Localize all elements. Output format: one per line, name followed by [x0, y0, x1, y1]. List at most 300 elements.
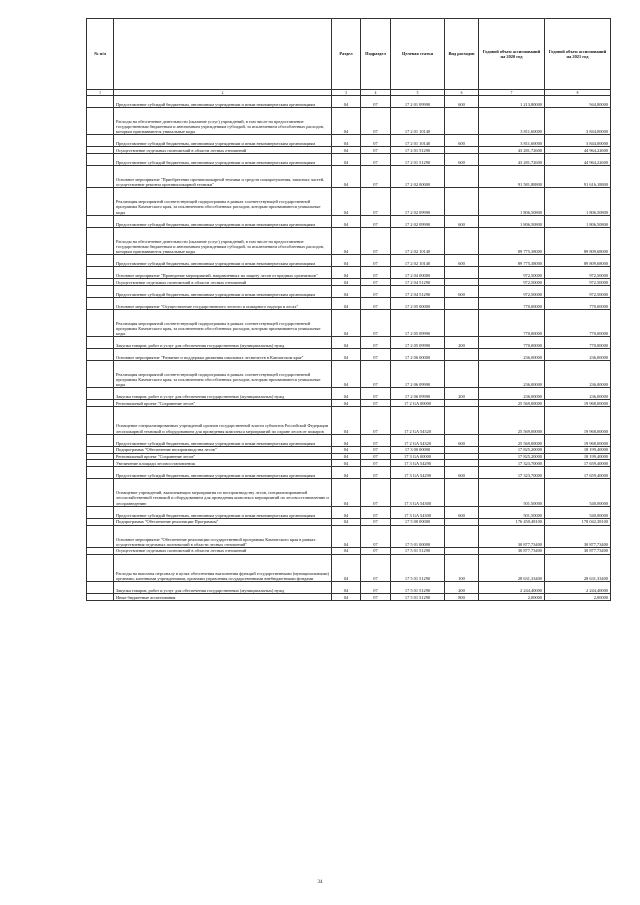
- row-name-cell: Предоставление субсидий бюджетным, автономным учреждениям и иным некоммерческим организациям: [114, 434, 332, 446]
- row-number-cell: [87, 547, 114, 554]
- row-name-cell: Расходы на выплаты персоналу в целях обеспечения выполнения функций государственными (муниципальными) органами, казенными учреждениями, органами управления государственными внебюджетными фондами: [114, 554, 332, 581]
- row-target-article-cell: 17 3 GA 00000: [391, 453, 445, 460]
- row-2021-cell: 3 844,00000: [545, 135, 611, 147]
- row-target-article-cell: 17 5 01 51290: [391, 581, 445, 593]
- row-expense-type-cell: 600: [445, 254, 479, 266]
- header-expense-type: Вид расходов: [445, 19, 479, 90]
- row-name-cell: Осуществление отдельных полномочий в области лесных отношений: [114, 547, 332, 554]
- row-razdel-cell: 04: [332, 297, 361, 309]
- row-number-cell: [87, 188, 114, 215]
- row-2020-cell: 501,50000: [479, 479, 545, 506]
- table-row: [87, 349, 611, 361]
- row-2020-cell: 89 775,38000: [479, 227, 545, 254]
- row-target-article-cell: 17 5 01 00000: [391, 525, 445, 547]
- row-podrazdel-cell: 07: [361, 154, 391, 166]
- row-expense-type-cell: 600: [445, 467, 479, 479]
- row-name-cell: Реализация мероприятий соответствующей подпрограммы в рамках соответствующей государственной программы Камчатского края, за исключением обособленных расходов, которым присваиваются уникальные коды: [114, 361, 332, 388]
- row-name-cell: Закупка товаров, работ и услуг для обеспечения государственных (муниципальных) нужд: [114, 388, 332, 400]
- row-podrazdel-cell: 07: [361, 446, 391, 453]
- row-expense-type-cell: [445, 349, 479, 361]
- row-number-cell: [87, 266, 114, 278]
- row-razdel-cell: 04: [332, 215, 361, 227]
- table-row: [87, 147, 611, 154]
- row-2021-cell: 972,50000: [545, 278, 611, 285]
- row-razdel-cell: 04: [332, 135, 361, 147]
- column-number: 4: [361, 90, 391, 96]
- row-expense-type-cell: [445, 266, 479, 278]
- row-razdel-cell: 04: [332, 388, 361, 400]
- row-razdel-cell: 04: [332, 188, 361, 215]
- row-2020-cell: 17 323,70000: [479, 460, 545, 467]
- row-podrazdel-cell: 07: [361, 108, 391, 135]
- row-number-cell: [87, 460, 114, 467]
- row-expense-type-cell: [445, 547, 479, 554]
- row-target-article-cell: 17 2 02 10140: [391, 254, 445, 266]
- column-number: 6: [445, 90, 479, 96]
- row-target-article-cell: 17 2 02 00000: [391, 166, 445, 188]
- row-2021-cell: 91 616,18800: [545, 166, 611, 188]
- table-row: [87, 400, 611, 407]
- header-razdel: Раздел: [332, 19, 361, 90]
- table-row: [87, 581, 611, 593]
- row-name-cell: Основное мероприятие "Проведение мероприятий, направленных на защиту лесов от вредных организмов": [114, 266, 332, 278]
- table-row: [87, 227, 611, 254]
- row-2021-cell: 1 806,50800: [545, 215, 611, 227]
- row-target-article-cell: 17 2 GA 00000: [391, 400, 445, 407]
- row-number-cell: [87, 166, 114, 188]
- row-2021-cell: 1 806,50800: [545, 188, 611, 215]
- header-2021: Годовой объем ассигнований на 2021 год: [545, 19, 611, 90]
- row-podrazdel-cell: 07: [361, 254, 391, 266]
- row-razdel-cell: 04: [332, 254, 361, 266]
- row-expense-type-cell: [445, 297, 479, 309]
- row-podrazdel-cell: 07: [361, 581, 391, 593]
- row-podrazdel-cell: 07: [361, 349, 391, 361]
- row-2021-cell: 540,00000: [545, 506, 611, 518]
- row-podrazdel-cell: 07: [361, 266, 391, 278]
- row-target-article-cell: 17 3 00 00000: [391, 446, 445, 453]
- row-podrazdel-cell: 07: [361, 309, 391, 336]
- row-podrazdel-cell: 07: [361, 467, 391, 479]
- table-row: [87, 479, 611, 506]
- row-number-cell: [87, 506, 114, 518]
- table-row: [87, 525, 611, 547]
- row-podrazdel-cell: 07: [361, 147, 391, 154]
- row-expense-type-cell: [445, 309, 479, 336]
- row-2020-cell: 972,50000: [479, 285, 545, 297]
- table-row: [87, 453, 611, 460]
- row-target-article-cell: 17 2 GA 54320: [391, 434, 445, 446]
- row-expense-type-cell: [445, 479, 479, 506]
- table-row: [87, 96, 611, 108]
- table-row: [87, 278, 611, 285]
- row-2021-cell: 236,00000: [545, 349, 611, 361]
- row-podrazdel-cell: 07: [361, 215, 391, 227]
- row-name-cell: Предоставление субсидий бюджетным, автономным учреждениям и иным некоммерческим организациям: [114, 215, 332, 227]
- table-row: [87, 547, 611, 554]
- row-expense-type-cell: 200: [445, 337, 479, 349]
- row-name-cell: Основное мероприятие "Осуществление государственного лесного и пожарного надзора в лесах": [114, 297, 332, 309]
- row-2021-cell: 178 042,38100: [545, 518, 611, 525]
- budget-table-page: [86, 18, 610, 601]
- row-name-cell: Расходы на обеспечение деятельности (оказание услуг) учреждений, в том числе на предоставление государственным бюджетным и автономным учреждениям субсидий, за исключением обособленных расходов, которым присваиваются уникальные коды: [114, 108, 332, 135]
- row-razdel-cell: 04: [332, 309, 361, 336]
- table-row: [87, 506, 611, 518]
- row-2021-cell: 19 968,00000: [545, 434, 611, 446]
- row-number-cell: [87, 407, 114, 434]
- row-target-article-cell: 17 2 04 00000: [391, 266, 445, 278]
- row-expense-type-cell: [445, 227, 479, 254]
- row-number-cell: [87, 154, 114, 166]
- table-row: [87, 297, 611, 309]
- row-podrazdel-cell: 07: [361, 166, 391, 188]
- row-2020-cell: 25 569,00000: [479, 434, 545, 446]
- table-row: [87, 407, 611, 434]
- row-number-cell: [87, 309, 114, 336]
- row-name-cell: Предоставление субсидий бюджетным, автономным учреждениям и иным некоммерческим организациям: [114, 154, 332, 166]
- row-expense-type-cell: 600: [445, 135, 479, 147]
- row-number-cell: [87, 446, 114, 453]
- column-number: 3: [332, 90, 361, 96]
- row-name-cell: Предоставление субсидий бюджетным, автономным учреждениям и иным некоммерческим организациям: [114, 467, 332, 479]
- row-target-article-cell: 17 2 01 10140: [391, 108, 445, 135]
- row-expense-type-cell: [445, 147, 479, 154]
- row-podrazdel-cell: 07: [361, 460, 391, 467]
- row-razdel-cell: 04: [332, 108, 361, 135]
- row-podrazdel-cell: 07: [361, 285, 391, 297]
- row-podrazdel-cell: 07: [361, 518, 391, 525]
- row-name-cell: Предоставление субсидий бюджетным, автономным учреждениям и иным некоммерческим организациям: [114, 96, 332, 108]
- row-razdel-cell: 04: [332, 460, 361, 467]
- table-row: [87, 154, 611, 166]
- row-name-cell: Осуществление отдельных полномочий в области лесных отношений: [114, 147, 332, 154]
- row-number-cell: [87, 349, 114, 361]
- row-target-article-cell: 17 3 GA 54300: [391, 479, 445, 506]
- row-expense-type-cell: 600: [445, 154, 479, 166]
- row-2020-cell: 17 825,20000: [479, 453, 545, 460]
- table-row: [87, 446, 611, 453]
- row-2020-cell: 30 877,73400: [479, 547, 545, 554]
- row-2021-cell: 3 844,00000: [545, 108, 611, 135]
- row-target-article-cell: 17 2 04 51290: [391, 278, 445, 285]
- row-razdel-cell: 04: [332, 525, 361, 547]
- row-razdel-cell: 04: [332, 147, 361, 154]
- row-expense-type-cell: [445, 108, 479, 135]
- row-2021-cell: 18 199,40000: [545, 453, 611, 460]
- row-name-cell: Закупка товаров, работ и услуг для обеспечения государственных (муниципальных) нужд: [114, 581, 332, 593]
- row-number-cell: [87, 388, 114, 400]
- row-number-cell: [87, 337, 114, 349]
- row-razdel-cell: 04: [332, 434, 361, 446]
- row-number-cell: [87, 278, 114, 285]
- row-target-article-cell: 17 2 01 51290: [391, 147, 445, 154]
- row-2020-cell: 1 213,80000: [479, 96, 545, 108]
- row-name-cell: Предоставление субсидий бюджетным, автономным учреждениям и иным некоммерческим организациям: [114, 506, 332, 518]
- row-name-cell: Предоставление субсидий бюджетным, автономным учреждениям и иным некоммерческим организациям: [114, 135, 332, 147]
- row-podrazdel-cell: 07: [361, 400, 391, 407]
- table-row: [87, 254, 611, 266]
- row-2020-cell: 43 281,72600: [479, 154, 545, 166]
- row-target-article-cell: 17 2 05 09990: [391, 309, 445, 336]
- row-number-cell: [87, 518, 114, 525]
- row-target-article-cell: 17 5 01 51290: [391, 593, 445, 600]
- row-number-cell: [87, 434, 114, 446]
- row-razdel-cell: 04: [332, 467, 361, 479]
- row-podrazdel-cell: 07: [361, 388, 391, 400]
- table-row: [87, 388, 611, 400]
- row-razdel-cell: 04: [332, 266, 361, 278]
- row-podrazdel-cell: 07: [361, 135, 391, 147]
- row-2021-cell: 19 968,00000: [545, 400, 611, 407]
- row-number-cell: [87, 108, 114, 135]
- row-number-cell: [87, 400, 114, 407]
- row-name-cell: Иные бюджетные ассигнования: [114, 593, 332, 600]
- row-target-article-cell: 17 3 GA 54300: [391, 506, 445, 518]
- row-2020-cell: 17 323,70000: [479, 467, 545, 479]
- row-razdel-cell: 04: [332, 593, 361, 600]
- row-2020-cell: 89 775,38000: [479, 254, 545, 266]
- row-target-article-cell: 17 2 01 09990: [391, 96, 445, 108]
- row-razdel-cell: 04: [332, 154, 361, 166]
- budget-table: [86, 18, 611, 601]
- header-number: № п/п: [87, 19, 114, 90]
- row-number-cell: [87, 297, 114, 309]
- row-name-cell: Подпрограмма "Обеспечение реализации Программы": [114, 518, 332, 525]
- row-razdel-cell: 04: [332, 554, 361, 581]
- row-target-article-cell: 17 2 01 51290: [391, 154, 445, 166]
- row-podrazdel-cell: 07: [361, 453, 391, 460]
- row-target-article-cell: 17 2 06 09990: [391, 361, 445, 388]
- row-2021-cell: 28 631,33400: [545, 554, 611, 581]
- row-number-cell: [87, 227, 114, 254]
- row-2020-cell: 770,00000: [479, 297, 545, 309]
- row-expense-type-cell: 600: [445, 215, 479, 227]
- table-row: [87, 337, 611, 349]
- row-expense-type-cell: [445, 446, 479, 453]
- row-2021-cell: 89 809,68000: [545, 254, 611, 266]
- row-target-article-cell: 17 3 GA 54290: [391, 467, 445, 479]
- table-body: [87, 96, 611, 601]
- row-podrazdel-cell: 07: [361, 96, 391, 108]
- row-name-cell: Основное мероприятие "Развитие и поддержка движения школьных лесничеств в Камчатском крае": [114, 349, 332, 361]
- table-row: [87, 166, 611, 188]
- row-number-cell: [87, 96, 114, 108]
- row-2021-cell: 770,00000: [545, 337, 611, 349]
- row-name-cell: Расходы на обеспечение деятельности (оказание услуг) учреждений, в том числе на предоставление государственным бюджетным и автономным учреждениям субсидий, за исключением обособленных расходов, которым присваиваются уникальные коды: [114, 227, 332, 254]
- row-target-article-cell: 17 2 02 09990: [391, 188, 445, 215]
- row-expense-type-cell: 600: [445, 506, 479, 518]
- row-2021-cell: 17 659,40000: [545, 467, 611, 479]
- table-row: [87, 460, 611, 467]
- row-2021-cell: 30 877,73400: [545, 525, 611, 547]
- row-2020-cell: 3 811,60000: [479, 135, 545, 147]
- row-expense-type-cell: [445, 188, 479, 215]
- row-2020-cell: 25 569,00000: [479, 407, 545, 434]
- row-expense-type-cell: 800: [445, 593, 479, 600]
- row-2021-cell: 18 199,40000: [545, 446, 611, 453]
- table-row: [87, 518, 611, 525]
- row-number-cell: [87, 285, 114, 297]
- row-2020-cell: 972,50000: [479, 278, 545, 285]
- row-name-cell: Региональный проект "Сохранение лесов": [114, 400, 332, 407]
- header-podrazdel: Подраздел: [361, 19, 391, 90]
- row-2021-cell: 236,00000: [545, 361, 611, 388]
- row-2021-cell: 944,80000: [545, 96, 611, 108]
- row-podrazdel-cell: 07: [361, 297, 391, 309]
- row-podrazdel-cell: 07: [361, 188, 391, 215]
- row-expense-type-cell: 600: [445, 96, 479, 108]
- row-number-cell: [87, 215, 114, 227]
- row-2021-cell: 2 244,40000: [545, 581, 611, 593]
- row-number-cell: [87, 254, 114, 266]
- row-number-cell: [87, 135, 114, 147]
- row-2020-cell: 3 811,60000: [479, 108, 545, 135]
- row-expense-type-cell: [445, 407, 479, 434]
- table-row: [87, 554, 611, 581]
- row-podrazdel-cell: 07: [361, 525, 391, 547]
- row-2020-cell: 28 631,33400: [479, 554, 545, 581]
- row-2020-cell: 91 581,88800: [479, 166, 545, 188]
- row-razdel-cell: 04: [332, 278, 361, 285]
- row-podrazdel-cell: 07: [361, 554, 391, 581]
- row-2021-cell: 972,50000: [545, 266, 611, 278]
- table-row: [87, 593, 611, 600]
- row-expense-type-cell: [445, 166, 479, 188]
- row-2020-cell: 25 569,00000: [479, 400, 545, 407]
- row-name-cell: Основное мероприятие "Приобретение противопожарной техники и средств пожаротушения, запасных частей, осуществление ремонта противопожарной техники": [114, 166, 332, 188]
- row-2021-cell: 44 964,22600: [545, 154, 611, 166]
- row-razdel-cell: 04: [332, 166, 361, 188]
- row-name-cell: Осуществление отдельных полномочий в области лесных отношений: [114, 278, 332, 285]
- column-number: 5: [391, 90, 445, 96]
- row-target-article-cell: 17 2 05 00000: [391, 297, 445, 309]
- row-target-article-cell: 17 5 01 51290: [391, 554, 445, 581]
- row-target-article-cell: 17 2 GA 54320: [391, 407, 445, 434]
- row-2020-cell: 1 806,50800: [479, 188, 545, 215]
- row-2020-cell: 501,50000: [479, 506, 545, 518]
- row-2020-cell: 770,00000: [479, 309, 545, 336]
- row-name-cell: Реализация мероприятий соответствующей подпрограммы в рамках соответствующей государственной программы Камчатского края, за исключением обособленных расходов, которым присваиваются уникальные коды: [114, 188, 332, 215]
- table-row: [87, 266, 611, 278]
- row-2020-cell: 2 244,40000: [479, 581, 545, 593]
- row-razdel-cell: 04: [332, 547, 361, 554]
- row-razdel-cell: 04: [332, 337, 361, 349]
- row-target-article-cell: 17 2 02 09990: [391, 215, 445, 227]
- row-target-article-cell: 17 2 01 10140: [391, 135, 445, 147]
- row-2021-cell: 540,00000: [545, 479, 611, 506]
- row-name-cell: Предоставление субсидий бюджетным, автономным учреждениям и иным некоммерческим организациям: [114, 254, 332, 266]
- row-target-article-cell: 17 5 00 00000: [391, 518, 445, 525]
- row-target-article-cell: 17 2 06 00000: [391, 349, 445, 361]
- row-podrazdel-cell: 07: [361, 434, 391, 446]
- row-2020-cell: 236,00000: [479, 388, 545, 400]
- row-target-article-cell: 17 2 02 10140: [391, 227, 445, 254]
- row-2020-cell: 17 825,20000: [479, 446, 545, 453]
- row-expense-type-cell: [445, 453, 479, 460]
- row-target-article-cell: 17 2 04 51290: [391, 285, 445, 297]
- row-razdel-cell: 04: [332, 361, 361, 388]
- row-number-cell: [87, 453, 114, 460]
- row-number-cell: [87, 593, 114, 600]
- row-razdel-cell: 04: [332, 285, 361, 297]
- row-2021-cell: 44 964,22600: [545, 147, 611, 154]
- row-razdel-cell: 04: [332, 479, 361, 506]
- row-2020-cell: 1 806,50800: [479, 215, 545, 227]
- row-expense-type-cell: [445, 278, 479, 285]
- row-target-article-cell: 17 2 06 09990: [391, 388, 445, 400]
- page-number: 34: [317, 880, 323, 885]
- row-2021-cell: 236,00000: [545, 388, 611, 400]
- row-2020-cell: 2,00000: [479, 593, 545, 600]
- row-2021-cell: 770,00000: [545, 309, 611, 336]
- row-name-cell: Подпрограмма "Обеспечение воспроизводства лесов": [114, 446, 332, 453]
- table-row: [87, 135, 611, 147]
- row-2020-cell: 176 450,48100: [479, 518, 545, 525]
- row-number-cell: [87, 147, 114, 154]
- row-razdel-cell: 04: [332, 349, 361, 361]
- row-2020-cell: 236,00000: [479, 349, 545, 361]
- row-podrazdel-cell: 07: [361, 227, 391, 254]
- row-expense-type-cell: [445, 460, 479, 467]
- row-expense-type-cell: 100: [445, 554, 479, 581]
- column-number: 8: [545, 90, 611, 96]
- row-2020-cell: 30 877,73400: [479, 525, 545, 547]
- column-number: 1: [87, 90, 114, 96]
- row-name-cell: Закупка товаров, работ и услуг для обеспечения государственных (муниципальных) нужд: [114, 337, 332, 349]
- row-2021-cell: 19 968,00000: [545, 407, 611, 434]
- row-razdel-cell: 04: [332, 506, 361, 518]
- row-expense-type-cell: [445, 361, 479, 388]
- row-2021-cell: 972,50000: [545, 285, 611, 297]
- row-podrazdel-cell: 07: [361, 593, 391, 600]
- row-razdel-cell: 04: [332, 96, 361, 108]
- row-name-cell: Оснащение специализированных учреждений органов государственной власти субъектов Российской Федерации лесопожарной техникой и оборудованием для проведения комплекса мероприятий по охране лесов от пожаров: [114, 407, 332, 434]
- row-2020-cell: 43 281,72600: [479, 147, 545, 154]
- row-2020-cell: 972,50000: [479, 266, 545, 278]
- row-number-cell: [87, 525, 114, 547]
- row-razdel-cell: 04: [332, 400, 361, 407]
- column-number: 2: [114, 90, 332, 96]
- row-razdel-cell: 04: [332, 581, 361, 593]
- row-expense-type-cell: [445, 518, 479, 525]
- row-name-cell: Предоставление субсидий бюджетным, автономным учреждениям и иным некоммерческим организациям: [114, 285, 332, 297]
- row-2020-cell: 770,00000: [479, 337, 545, 349]
- table-header-row: [87, 19, 611, 90]
- row-number-cell: [87, 581, 114, 593]
- row-number-cell: [87, 479, 114, 506]
- row-expense-type-cell: 600: [445, 285, 479, 297]
- table-row: [87, 188, 611, 215]
- row-razdel-cell: 04: [332, 407, 361, 434]
- row-2021-cell: 30 877,73400: [545, 547, 611, 554]
- table-row: [87, 108, 611, 135]
- table-row: [87, 467, 611, 479]
- row-podrazdel-cell: 07: [361, 506, 391, 518]
- row-podrazdel-cell: 07: [361, 479, 391, 506]
- row-expense-type-cell: [445, 400, 479, 407]
- row-podrazdel-cell: 07: [361, 547, 391, 554]
- column-number: 7: [479, 90, 545, 96]
- row-expense-type-cell: 200: [445, 388, 479, 400]
- row-name-cell: Оснащение учреждений, выполняющих мероприятия по воспроизводству лесов, специализированной лесохозяйственной техникой и оборудованием для проведения комплекса мероприятий по лесовосстановлению и лесоразведению: [114, 479, 332, 506]
- row-name-cell: Реализация мероприятий соответствующей подпрограммы в рамках соответствующей государственной программы Камчатского края, за исключением обособленных расходов, которым присваиваются уникальные коды: [114, 309, 332, 336]
- table-row: [87, 309, 611, 336]
- row-number-cell: [87, 554, 114, 581]
- table-row: [87, 434, 611, 446]
- row-2021-cell: 17 659,40000: [545, 460, 611, 467]
- row-razdel-cell: 04: [332, 453, 361, 460]
- row-name-cell: Региональный проект "Сохранение лесов": [114, 453, 332, 460]
